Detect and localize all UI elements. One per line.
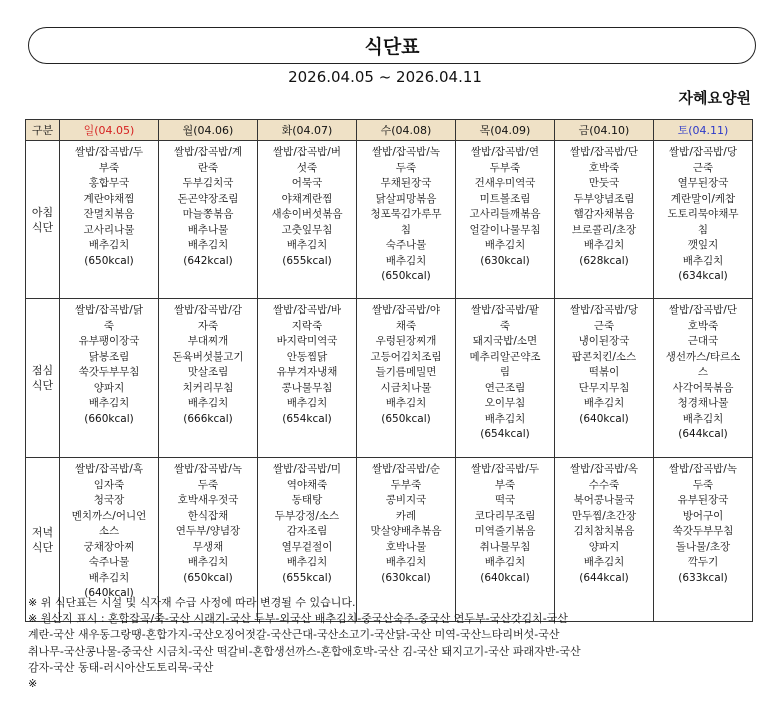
title-banner bbox=[28, 27, 756, 64]
menu-item: 쌀밥/잡곡밥/미 bbox=[273, 463, 341, 475]
note-line: ※ bbox=[28, 677, 38, 691]
menu-item: 배추나물 bbox=[187, 223, 229, 236]
menu-item: 카레 bbox=[395, 509, 417, 522]
menu-item: 궁채장아찌 bbox=[83, 540, 135, 553]
menu-item: 쑥갓두부무침 bbox=[672, 525, 734, 537]
menu-item: 새송이버섯볶음 bbox=[271, 208, 343, 220]
menu-item: 배추김치 bbox=[583, 239, 625, 251]
menu-item: 쌀밥/잡곡밥/당 bbox=[570, 304, 638, 316]
menu-item: (642kcal) bbox=[183, 254, 233, 267]
menu-item: 쌀밥/잡곡밥/팥 bbox=[471, 304, 539, 316]
menu-item: 두부양념조림 bbox=[573, 192, 635, 205]
menu-item: 팝콘치킨/소스 bbox=[571, 350, 637, 363]
meal-label-line: 식단 bbox=[31, 220, 54, 234]
menu-item: (666kcal) bbox=[183, 412, 233, 425]
menu-cell bbox=[159, 141, 258, 299]
header-row bbox=[26, 120, 753, 141]
menu-item: 사각어묵볶음 bbox=[672, 381, 734, 394]
day-header-thu: 목(04.09) bbox=[456, 120, 555, 141]
menu-item: (640kcal) bbox=[480, 571, 530, 584]
menu-item: 콩나물무침 bbox=[281, 381, 333, 394]
meal-row-breakfast bbox=[26, 141, 753, 299]
menu-cell bbox=[357, 141, 456, 299]
menu-item: 콩비지국 bbox=[385, 494, 427, 506]
meal-label bbox=[26, 299, 60, 458]
menu-item: 유부겨자냉채 bbox=[276, 366, 338, 378]
menu-item: 쌀밥/잡곡밥/계 bbox=[174, 146, 242, 158]
menu-item: 배추김치 bbox=[286, 556, 328, 568]
menu-item: 죽 bbox=[499, 319, 511, 332]
meal-table bbox=[25, 119, 753, 622]
menu-item: 청경채나물 bbox=[677, 397, 729, 409]
menu-item: 쌀밥/잡곡밥/옥 bbox=[570, 463, 638, 475]
menu-item: 쌀밥/잡곡밥/야 bbox=[372, 304, 440, 316]
menu-item: 배추김치 bbox=[682, 412, 724, 425]
menu-item: 쌀밥/잡곡밥/두 bbox=[471, 463, 539, 475]
menu-item: 유부된장국 bbox=[677, 494, 729, 506]
menu-item: 닭살피망볶음 bbox=[375, 192, 437, 205]
menu-item: 돼지국밥/소면 bbox=[472, 335, 538, 347]
menu-item: 두부죽 bbox=[390, 478, 422, 491]
menu-item: (633kcal) bbox=[678, 571, 728, 584]
menu-cell bbox=[555, 141, 654, 299]
menu-item: 청포묵김가루무 bbox=[370, 208, 442, 220]
meal-row-lunch bbox=[26, 299, 753, 458]
menu-item: 쌀밥/잡곡밥/단 bbox=[669, 304, 737, 316]
menu-item: 역야채죽 bbox=[286, 478, 328, 491]
menu-item: 배추김치 bbox=[484, 412, 526, 425]
meal-label-line: 식단 bbox=[31, 540, 54, 554]
menu-item: 연근조림 bbox=[484, 381, 526, 394]
organization-name: 자혜요양원 bbox=[678, 89, 751, 107]
menu-item: 배추김치 bbox=[286, 397, 328, 409]
menu-item: 맛살양배추볶음 bbox=[370, 525, 442, 537]
menu-item: 홍합무국 bbox=[88, 177, 130, 189]
menu-item: 오이무침 bbox=[484, 397, 526, 409]
page-title: 식단표 bbox=[364, 36, 420, 58]
menu-item: 맛살조림 bbox=[187, 366, 229, 378]
menu-item: 계란말이/케찹 bbox=[670, 192, 736, 205]
menu-item: 침 bbox=[400, 223, 412, 236]
menu-item: 무생채 bbox=[192, 540, 224, 553]
menu-item: 스 bbox=[697, 366, 709, 378]
menu-item: 우렁된장찌개 bbox=[375, 335, 437, 347]
day-header-fri: 금(04.10) bbox=[555, 120, 654, 141]
menu-item: 배추김치 bbox=[286, 239, 328, 251]
menu-item: 바지락미역국 bbox=[276, 335, 338, 347]
menu-item: 호박죽 bbox=[588, 161, 620, 174]
menu-item: 미트볼조림 bbox=[479, 192, 531, 205]
menu-item: (650kcal) bbox=[84, 254, 134, 267]
menu-item: 들기름메밀면 bbox=[375, 366, 437, 378]
menu-item: 떡볶이 bbox=[588, 366, 620, 378]
menu-item: 잔멸치볶음 bbox=[83, 208, 135, 220]
menu-item: (644kcal) bbox=[579, 571, 629, 584]
menu-item: 양파지 bbox=[588, 540, 620, 553]
menu-item: 생선까스/타르소 bbox=[665, 350, 741, 363]
menu-item: (650kcal) bbox=[381, 412, 431, 425]
menu-item: 쌀밥/잡곡밥/녹 bbox=[372, 146, 440, 158]
menu-item: 쌀밥/잡곡밥/녹 bbox=[174, 463, 242, 475]
menu-item: 건새우미역국 bbox=[474, 177, 536, 189]
menu-item: 배추김치 bbox=[583, 556, 625, 568]
menu-item: 근대국 bbox=[687, 335, 719, 347]
menu-item: 고사리나물 bbox=[83, 223, 135, 236]
menu-item: 닭봉조림 bbox=[88, 350, 130, 363]
menu-item: 쌀밥/잡곡밥/당 bbox=[669, 146, 737, 158]
menu-item: 배추김치 bbox=[583, 397, 625, 409]
menu-item: 근죽 bbox=[692, 161, 714, 174]
menu-item: 두죽 bbox=[197, 478, 219, 491]
meal-label-line: 아침 bbox=[31, 205, 54, 219]
menu-item: 돌나물/초장 bbox=[675, 540, 731, 553]
menu-item: 배추김치 bbox=[187, 239, 229, 251]
menu-item: 열무된장국 bbox=[677, 177, 729, 189]
note-line: ※ 원산지 표시 : 혼합잡곡/죽-국산 시래기-국산 두부-외국산 배추김치-중국산숙주-중국산 연두부-국산갓김치-국산 bbox=[28, 612, 568, 626]
menu-item: (655kcal) bbox=[282, 254, 332, 267]
menu-item: 유부팽이장국 bbox=[78, 335, 140, 347]
menu-item: (654kcal) bbox=[282, 412, 332, 425]
menu-cell bbox=[258, 299, 357, 458]
menu-item: 고등어김치조림 bbox=[370, 350, 442, 363]
menu-item: 배추김치 bbox=[682, 254, 724, 267]
menu-item: (630kcal) bbox=[480, 254, 530, 267]
header-label: 구분 bbox=[26, 120, 60, 141]
menu-item: 지락죽 bbox=[291, 319, 323, 332]
menu-cell bbox=[159, 299, 258, 458]
menu-item: 호박죽 bbox=[687, 319, 719, 332]
notes bbox=[28, 595, 763, 692]
menu-item: 배추김치 bbox=[88, 571, 130, 584]
menu-item: 감자조림 bbox=[286, 525, 328, 537]
menu-item: 마늘쫑볶음 bbox=[182, 208, 234, 220]
menu-item: 돈곤약장조림 bbox=[177, 192, 239, 205]
menu-item: 숙주나물 bbox=[385, 239, 427, 251]
menu-item: 열무겉절이 bbox=[281, 540, 333, 553]
menu-item: 동태탕 bbox=[291, 494, 323, 506]
menu-item: (640kcal) bbox=[84, 587, 134, 599]
menu-item: 고사리들깨볶음 bbox=[469, 208, 541, 220]
menu-item: 란죽 bbox=[197, 161, 219, 174]
day-header-wed: 수(04.08) bbox=[357, 120, 456, 141]
menu-item: 두부죽 bbox=[489, 161, 521, 174]
menu-item: (634kcal) bbox=[678, 270, 728, 282]
menu-item: 코다리무조림 bbox=[474, 509, 536, 522]
menu-item: 죽 bbox=[103, 319, 115, 332]
menu-cell bbox=[654, 141, 753, 299]
menu-item: 야채계란찜 bbox=[281, 192, 333, 205]
day-header-sun: 일(04.05) bbox=[60, 120, 159, 141]
menu-item: 숙주나물 bbox=[88, 556, 130, 568]
menu-item: 미역줄기볶음 bbox=[474, 525, 536, 537]
menu-item: 두부강정/소스 bbox=[274, 509, 340, 522]
menu-item: 채죽 bbox=[395, 319, 417, 332]
menu-item: 북어콩나물국 bbox=[573, 494, 635, 506]
menu-cell bbox=[456, 141, 555, 299]
menu-item: 도토리묵야채무 bbox=[667, 208, 739, 220]
menu-item: 배추김치 bbox=[385, 397, 427, 409]
menu-item: 배추김치 bbox=[385, 254, 427, 267]
menu-item: 취나물무침 bbox=[479, 540, 531, 553]
menu-item: 어묵국 bbox=[291, 177, 323, 189]
menu-item: 계란야채찜 bbox=[83, 192, 135, 205]
menu-item: 소스 bbox=[98, 525, 120, 537]
menu-item: (650kcal) bbox=[183, 571, 233, 584]
meal-label-line: 점심 bbox=[31, 364, 54, 377]
menu-item: 배추김치 bbox=[385, 556, 427, 568]
menu-item: 근죽 bbox=[593, 319, 615, 332]
menu-cell bbox=[357, 299, 456, 458]
menu-item: 양파지 bbox=[93, 381, 125, 394]
menu-cell bbox=[555, 299, 654, 458]
menu-item: 김치참치볶음 bbox=[573, 525, 635, 537]
menu-item: (655kcal) bbox=[282, 571, 332, 584]
menu-item: 깻잎지 bbox=[687, 239, 719, 251]
menu-item: (630kcal) bbox=[381, 571, 431, 584]
menu-item: 치커리무침 bbox=[182, 381, 234, 394]
menu-cell bbox=[456, 299, 555, 458]
menu-item: 연두부/양념장 bbox=[175, 525, 241, 537]
menu-item: 쌀밥/잡곡밥/닭 bbox=[75, 304, 143, 316]
menu-cell bbox=[60, 299, 159, 458]
menu-item: 배추김치 bbox=[187, 556, 229, 568]
menu-item: 냉이된장국 bbox=[578, 335, 630, 347]
menu-item: (654kcal) bbox=[480, 428, 530, 440]
menu-item: 배추김치 bbox=[187, 397, 229, 409]
note-line: ※ 위 식단표는 시설 및 식자재 수급 사정에 따라 변경될 수 있습니다. bbox=[28, 596, 356, 609]
menu-item: 두부김치국 bbox=[182, 177, 234, 189]
menu-item: 배추김치 bbox=[88, 239, 130, 251]
menu-item: 부대찌개 bbox=[187, 335, 229, 347]
menu-item: 배추김치 bbox=[484, 239, 526, 251]
menu-item: (650kcal) bbox=[381, 270, 431, 282]
date-range: 2026.04.05 ~ 2026.04.11 bbox=[288, 68, 482, 86]
menu-item: 호박새우젓국 bbox=[177, 494, 239, 506]
menu-item: 돈육버섯불고기 bbox=[172, 350, 244, 363]
menu-item: 배추김치 bbox=[484, 556, 526, 568]
note-line: 계란-국산 새우동그랑땡-혼합가지-국산오징어젓갈-국산근대-국산소고기-국산닭-국산 미역-국산느타리버섯-국산 bbox=[28, 628, 560, 642]
menu-item: 얼갈이나물무침 bbox=[469, 223, 541, 236]
menu-item: 배추김치 bbox=[88, 397, 130, 409]
menu-item: 자죽 bbox=[197, 319, 219, 332]
menu-item: 림 bbox=[499, 366, 511, 378]
note-line: 감자-국산 동태-러시아산도토리묵-국산 bbox=[28, 660, 214, 674]
menu-item: (644kcal) bbox=[678, 428, 728, 440]
menu-item: 메추리알곤약조 bbox=[469, 350, 541, 363]
menu-item: (640kcal) bbox=[579, 412, 629, 425]
menu-item: 두죽 bbox=[395, 161, 417, 174]
menu-item: 만두찜/초간장 bbox=[571, 509, 637, 522]
day-header-tue: 화(04.07) bbox=[258, 120, 357, 141]
menu-item: 임자죽 bbox=[93, 478, 125, 491]
menu-item: 한식잡채 bbox=[187, 509, 229, 522]
menu-item: 햄감자채볶음 bbox=[573, 208, 635, 220]
menu-item: 쌀밥/잡곡밥/감 bbox=[174, 304, 242, 316]
menu-item: 호박나물 bbox=[385, 540, 427, 553]
menu-item: 침 bbox=[697, 223, 709, 236]
menu-item: (660kcal) bbox=[84, 412, 134, 425]
menu-item: 무채된장국 bbox=[380, 177, 432, 189]
menu-cell bbox=[258, 141, 357, 299]
menu-item: 부죽 bbox=[98, 161, 120, 174]
menu-item: 쌀밥/잡곡밥/단 bbox=[570, 146, 638, 158]
menu-item: 브로콜리/초장 bbox=[571, 223, 637, 236]
menu-item: 방어구이 bbox=[682, 509, 724, 522]
menu-item: 부죽 bbox=[494, 478, 516, 491]
meal-label-line: 식단 bbox=[31, 379, 54, 392]
meal-label-line: 저녁 bbox=[31, 525, 54, 539]
menu-item: 깍두기 bbox=[687, 556, 719, 568]
menu-item: 쑥갓두부무침 bbox=[78, 366, 140, 378]
menu-item: 단무지무침 bbox=[578, 381, 630, 394]
menu-item: 쌀밥/잡곡밥/바 bbox=[273, 304, 341, 316]
menu-item: 안동찜닭 bbox=[286, 350, 328, 363]
menu-item: 쌀밥/잡곡밥/두 bbox=[75, 146, 143, 158]
menu-item: (628kcal) bbox=[579, 254, 629, 267]
menu-item: 만둣국 bbox=[588, 177, 620, 189]
menu-item: 쌀밥/잡곡밥/연 bbox=[471, 146, 539, 158]
note-line: 취나무-국산콩나물-중국산 시금치-국산 떡갈비-혼합생선까스-혼합애호박-국산 김-국산 돼지고기-국산 파래자반-국산 bbox=[28, 644, 581, 658]
menu-cell bbox=[654, 299, 753, 458]
menu-item: 쌀밥/잡곡밥/버 bbox=[273, 146, 341, 158]
menu-item: 떡국 bbox=[494, 494, 516, 506]
menu-item: 수수죽 bbox=[588, 478, 620, 491]
menu-item: 시금치나물 bbox=[380, 381, 432, 394]
menu-item: 쌀밥/잡곡밥/녹 bbox=[669, 463, 737, 475]
day-header-sat: 토(04.11) bbox=[654, 120, 753, 141]
menu-item: 멘치까스/어니언 bbox=[71, 509, 147, 522]
menu-item: 섯죽 bbox=[296, 161, 318, 174]
menu-cell bbox=[60, 141, 159, 299]
meal-label bbox=[26, 141, 60, 299]
day-header-mon: 월(04.06) bbox=[159, 120, 258, 141]
menu-item: 쌀밥/잡곡밥/순 bbox=[372, 463, 440, 475]
menu-item: 두죽 bbox=[692, 478, 714, 491]
menu-item: 쌀밥/잡곡밥/흑 bbox=[75, 463, 143, 475]
menu-item: 청국장 bbox=[93, 494, 125, 506]
menu-item: 고춧잎무침 bbox=[281, 223, 333, 236]
